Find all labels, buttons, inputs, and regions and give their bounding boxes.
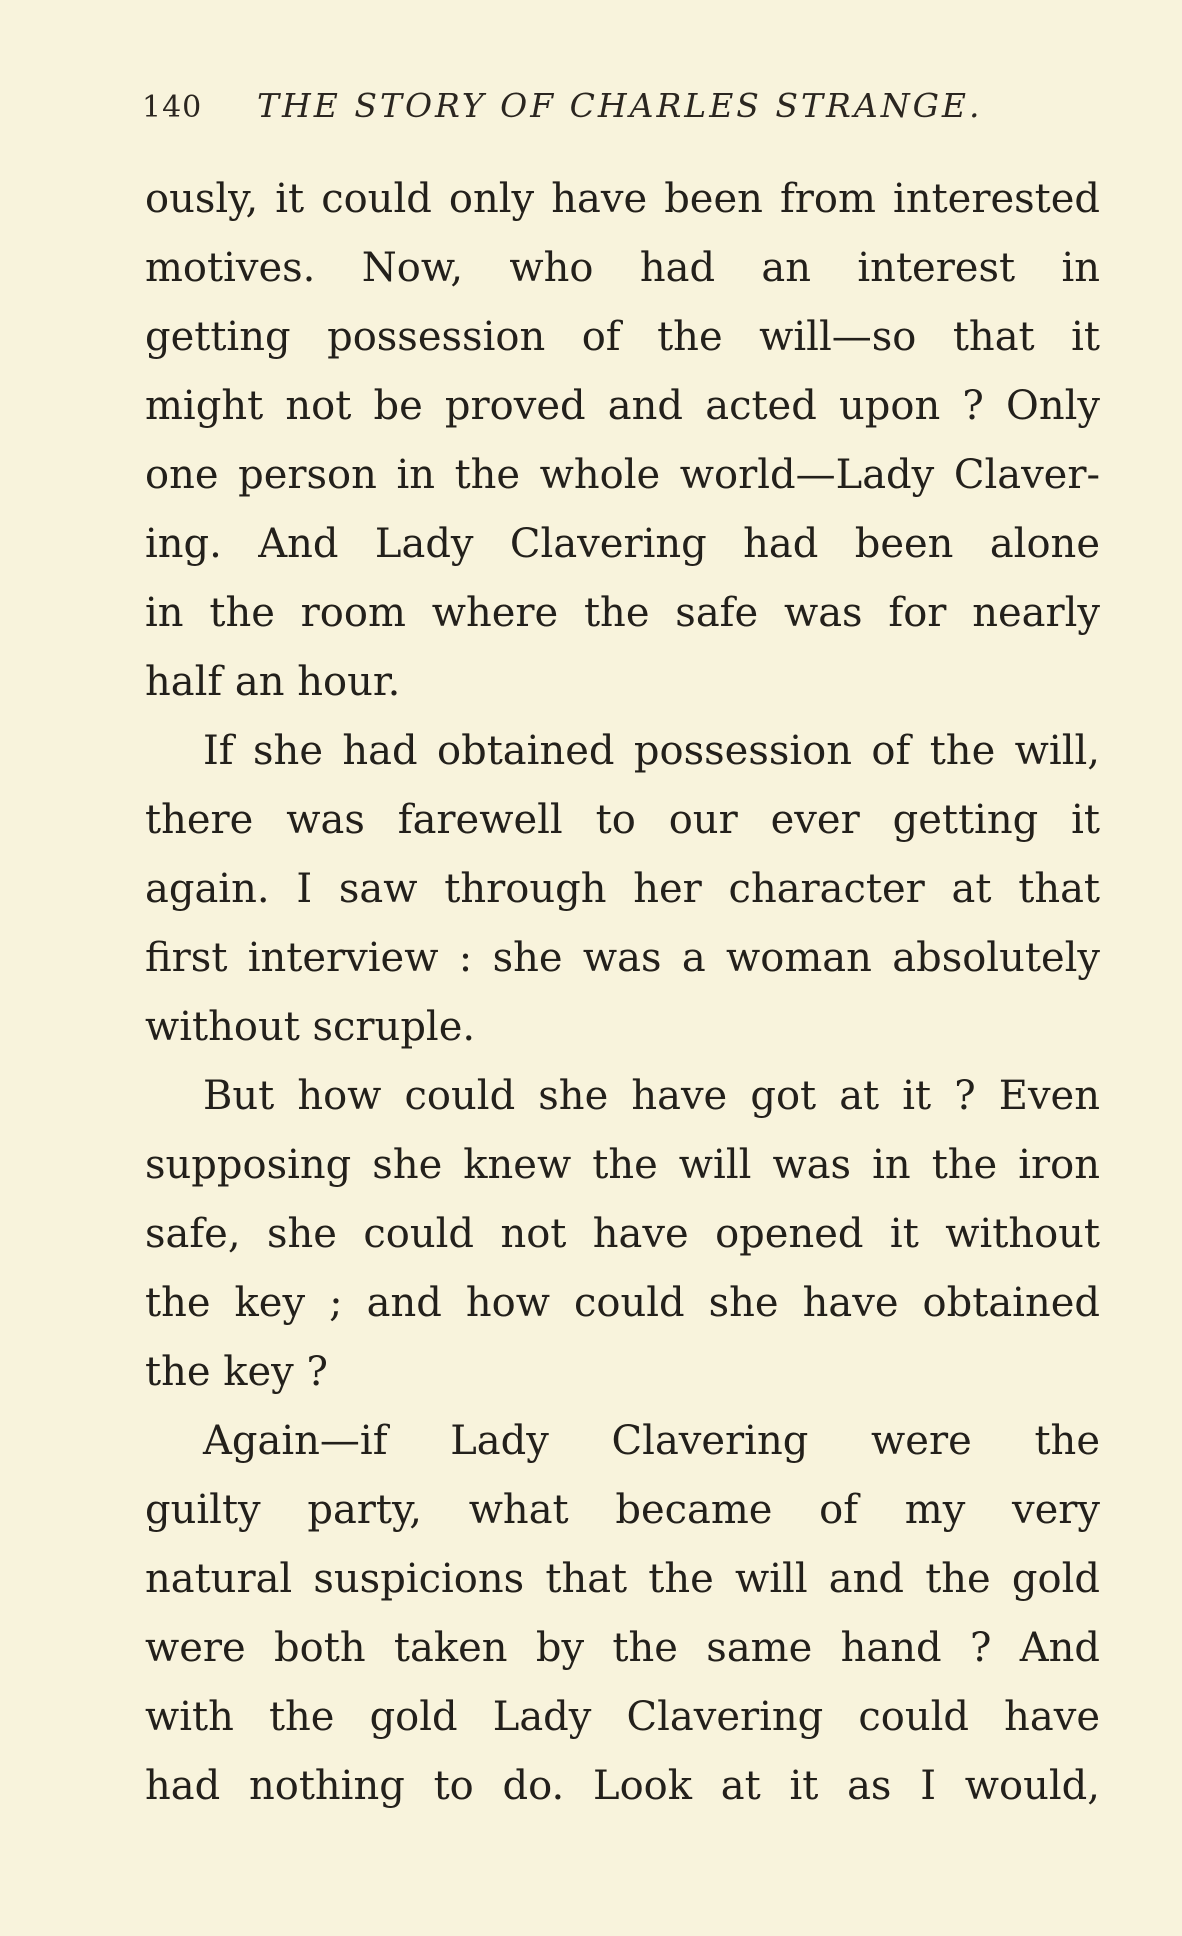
- text-line: in the room where the safe was for nearly: [145, 590, 1100, 636]
- text-line: there was farewell to our ever getting it: [145, 797, 1100, 843]
- text-line: were both taken by the same hand ? And: [145, 1625, 1100, 1671]
- text-line: If she had obtained possession of the will,: [203, 728, 1100, 774]
- page-header: [142, 82, 1062, 132]
- text-line: ing. And Lady Clavering had been alone: [145, 521, 1100, 567]
- text-line: natural suspicions that the will and the gold: [145, 1556, 1100, 1602]
- text-line: guilty party, what became of my very: [145, 1487, 1100, 1533]
- text-line: But how could she have got at it ? Even: [203, 1073, 1100, 1119]
- text-line: again. I saw through her character at that: [145, 866, 1100, 912]
- text-line: half an hour.: [145, 659, 401, 705]
- text-line: the key ; and how could she have obtained: [145, 1280, 1100, 1326]
- text-line: might not be proved and acted upon ? Only: [145, 383, 1100, 429]
- text-line: Again—if Lady Clavering were the: [203, 1418, 1100, 1464]
- text-line: ously, it could only have been from interested: [145, 176, 1100, 222]
- page-number: 140: [142, 90, 203, 125]
- body-text: [145, 165, 1100, 1821]
- text-line: without scruple.: [145, 1004, 476, 1050]
- text-line: getting possession of the will—so that it: [145, 314, 1100, 360]
- text-line: safe, she could not have opened it without: [145, 1211, 1100, 1257]
- text-line: one person in the whole world—Lady Claver-: [145, 452, 1100, 498]
- text-line: first interview : she was a woman absolutely: [145, 935, 1100, 981]
- text-line: with the gold Lady Clavering could have: [145, 1694, 1100, 1740]
- text-line: the key ?: [145, 1349, 328, 1395]
- text-line: supposing she knew the will was in the iron: [145, 1142, 1100, 1188]
- running-head: THE STORY OF CHARLES STRANGE.: [257, 86, 983, 125]
- text-line: motives. Now, who had an interest in: [145, 245, 1100, 291]
- text-line: had nothing to do. Look at it as I would,: [145, 1763, 1100, 1809]
